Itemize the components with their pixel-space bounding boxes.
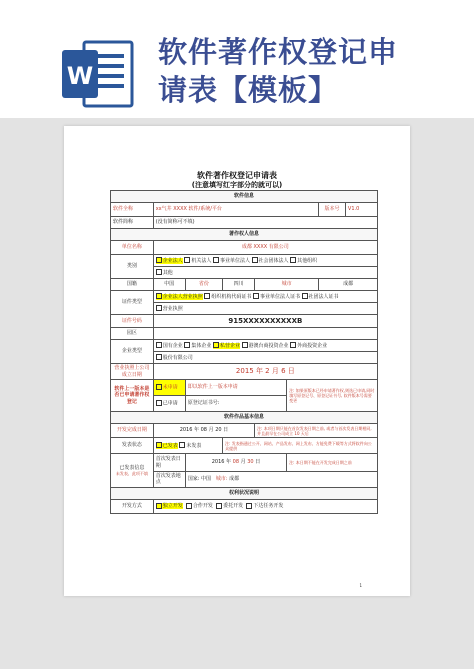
checkbox-icon [179,442,185,448]
checkbox-icon [156,354,162,360]
dev-mode-option[interactable]: 委托开发 [216,503,243,509]
table-row [111,241,378,255]
category-options-row2 [153,267,377,279]
section-software-info: 软件信息 [111,191,378,203]
checkbox-icon [302,293,308,299]
checkbox-icon [184,257,190,263]
license-date-value[interactable]: 2015 年 2 月 6 日 [153,364,377,380]
enterprise-type-option[interactable]: 港澳台商投资企业 [242,343,289,349]
checkbox-icon [216,503,222,509]
checkbox-icon [252,257,258,263]
province-value[interactable]: 四川 [223,279,255,291]
id-type-option[interactable]: 社团法人证书 [302,294,339,300]
document-page [64,126,410,596]
dev-mode-option[interactable]: 独立开发 [156,503,183,509]
prior-registration-fields[interactable]: 原登记证书号: [185,396,286,412]
section-rights-info: 权利状况说明 [111,487,378,499]
table-row [111,424,378,438]
prior-option-not-applied[interactable]: 未申请 [153,380,185,396]
category-option[interactable]: 其他 [156,270,173,276]
completion-date-note: 注: 本项日期只能在首次发表日期之前, 或者与首次发表日期相同, 并且最早在公司成立 10 天后 [255,424,378,438]
enterprise-type-label: 企业类型 [111,340,154,364]
software-full-name-label: 软件全称 [111,203,154,217]
enterprise-type-options [153,340,377,352]
first-publication-date-value[interactable]: 2016 年 08 月 30 日 [185,454,286,472]
first-publication-place-value[interactable]: 国家: 中国 城市: 成都 [185,472,377,488]
table-row [111,328,378,340]
enterprise-type-options-row2 [153,352,377,364]
table-row [111,487,378,499]
table-row [111,340,378,352]
category-option[interactable]: 企业法人 [156,258,183,264]
table-row [111,255,378,267]
publication-status-label: 发表状态 [111,438,154,454]
checkbox-icon [246,503,252,509]
table-row [111,380,378,396]
word-document-icon [62,40,134,108]
nationality-label: 国籍 [111,279,154,291]
table-row [111,203,378,217]
table-row [111,364,378,380]
enterprise-type-option[interactable]: 集体企业 [184,343,211,349]
table-row [111,454,378,472]
id-type-option[interactable]: 营业执照 [156,306,183,312]
checkbox-icon [186,503,192,509]
prior-registration-label: 软件上一版本是否已申请著作权登记 [111,380,154,412]
checkbox-icon [290,342,296,348]
enterprise-type-option[interactable]: 股份有限公司 [156,355,193,361]
checkbox-icon [213,342,219,348]
hero-header [0,0,474,118]
enterprise-type-option[interactable]: 国有企业 [156,343,183,349]
checkbox-icon [253,293,259,299]
version-label: 版本号 [319,203,346,217]
category-option[interactable]: 其他组织 [290,258,317,264]
category-option[interactable]: 事业单位法人 [213,258,250,264]
id-number-label: 证件号码 [111,315,154,328]
published-info-label: 已发表信息 [119,464,145,471]
pub-option-published[interactable]: 已发表 [156,443,178,449]
checkbox-icon [156,442,162,448]
checkbox-icon [156,269,162,275]
category-options [153,255,377,267]
page-title-line-1: 软件著作权登记申 [158,35,399,69]
table-row [111,291,378,303]
form-title: 软件著作权登记申请表 [197,171,277,180]
section-basic-info: 软件作品基本信息 [111,412,378,424]
table-row [111,412,378,424]
id-type-options-row2 [153,303,377,315]
svg-text:W: W [66,62,94,90]
dev-mode-option[interactable]: 下达任务开发 [246,503,283,509]
checkbox-icon [156,342,162,348]
category-label: 类别 [111,255,154,279]
enterprise-type-option[interactable]: 外商投资企业 [290,343,327,349]
city-value[interactable]: 成都 [319,279,378,291]
development-mode-label: 开发方式 [111,499,154,513]
unit-name-label: 单位名称 [111,241,154,255]
checkbox-icon [156,257,162,263]
table-row [111,499,378,513]
prior-hint: 即以软件上一版本申请 [185,380,286,396]
id-type-option[interactable]: 企业法人营业执照 [156,294,203,300]
page-number: 1 [359,583,362,588]
publication-status-options [153,438,222,454]
table-row [111,191,378,203]
software-short-name-label: 软件简称 [111,217,154,229]
id-number-value[interactable]: 915XXXXXXXXXXB [153,315,377,328]
first-publication-date-label: 首次发表日期 [153,454,185,472]
completion-date-value[interactable]: 2016 年 08 月 20 日 [153,424,254,438]
checkbox-icon [184,342,190,348]
published-info-cell [111,454,154,488]
publication-note: 注: 发表指通过公开、网站、产品发布、网上发布、方能免费下载等方式将软件向公众提供 [223,438,378,454]
park-value[interactable] [153,328,377,340]
unit-name-value[interactable]: 成都 XXXX 有限公司 [153,241,377,255]
table-row [111,279,378,291]
checkbox-icon [156,400,162,406]
prior-option-applied[interactable]: 已申请 [153,396,185,412]
first-publication-place-label: 首次发表地点 [153,472,185,488]
checkbox-icon [213,257,219,263]
license-date-label: 营业执照上公司成立日期 [111,364,154,380]
form-subtitle: (注意填写红字部分的就可以) [191,181,283,189]
checkbox-icon [290,257,296,263]
table-row [111,229,378,241]
software-short-name-value[interactable]: (没有简称可不填) [153,217,377,229]
table-row [111,438,378,454]
software-full-name-value[interactable]: xx气井 XXXX 软件/系统/平台 [153,203,319,217]
checkbox-icon [242,342,248,348]
enterprise-type-option[interactable]: 私营企业 [213,343,240,349]
province-label: 省份 [185,279,222,291]
id-type-label: 证件类型 [111,291,154,315]
section-owner-info: 著作权人信息 [111,229,378,241]
checkbox-icon [156,293,162,299]
development-mode-options [153,499,377,513]
checkbox-icon [156,503,162,509]
id-type-option[interactable]: 事业单位法人证书 [253,294,300,300]
checkbox-icon [204,293,210,299]
published-info-note: 未发表、此项不填 [115,470,148,476]
checkbox-icon [156,384,162,390]
dev-mode-option[interactable]: 合作开发 [186,503,213,509]
id-type-options [153,291,377,303]
park-label: 园区 [111,328,154,340]
category-option[interactable]: 社会团体法人 [252,258,289,264]
registration-form-table [110,190,378,514]
completion-date-label: 开发完成日期 [111,424,154,438]
prior-registration-note: 注: 如果原版本已经申请著作权,则选已申请,同时填写原登记号、原登记证书号, 软件版本号需要变更 [287,380,378,412]
city-label: 城市 [255,279,319,291]
id-type-option[interactable]: 组织机构代码证书 [204,294,251,300]
table-row [111,217,378,229]
pub-option-unpublished[interactable]: 未发表 [179,443,201,449]
checkbox-icon [156,305,162,311]
category-option[interactable]: 机关法人 [184,258,211,264]
table-row [111,315,378,328]
nationality-value[interactable]: 中国 [153,279,185,291]
version-value[interactable]: V1.0 [345,203,377,217]
page-title-line-2: 请表【模板】 [158,73,339,107]
publication-date-note: 注: 本日期不能在开发完成日期之前 [287,454,378,472]
